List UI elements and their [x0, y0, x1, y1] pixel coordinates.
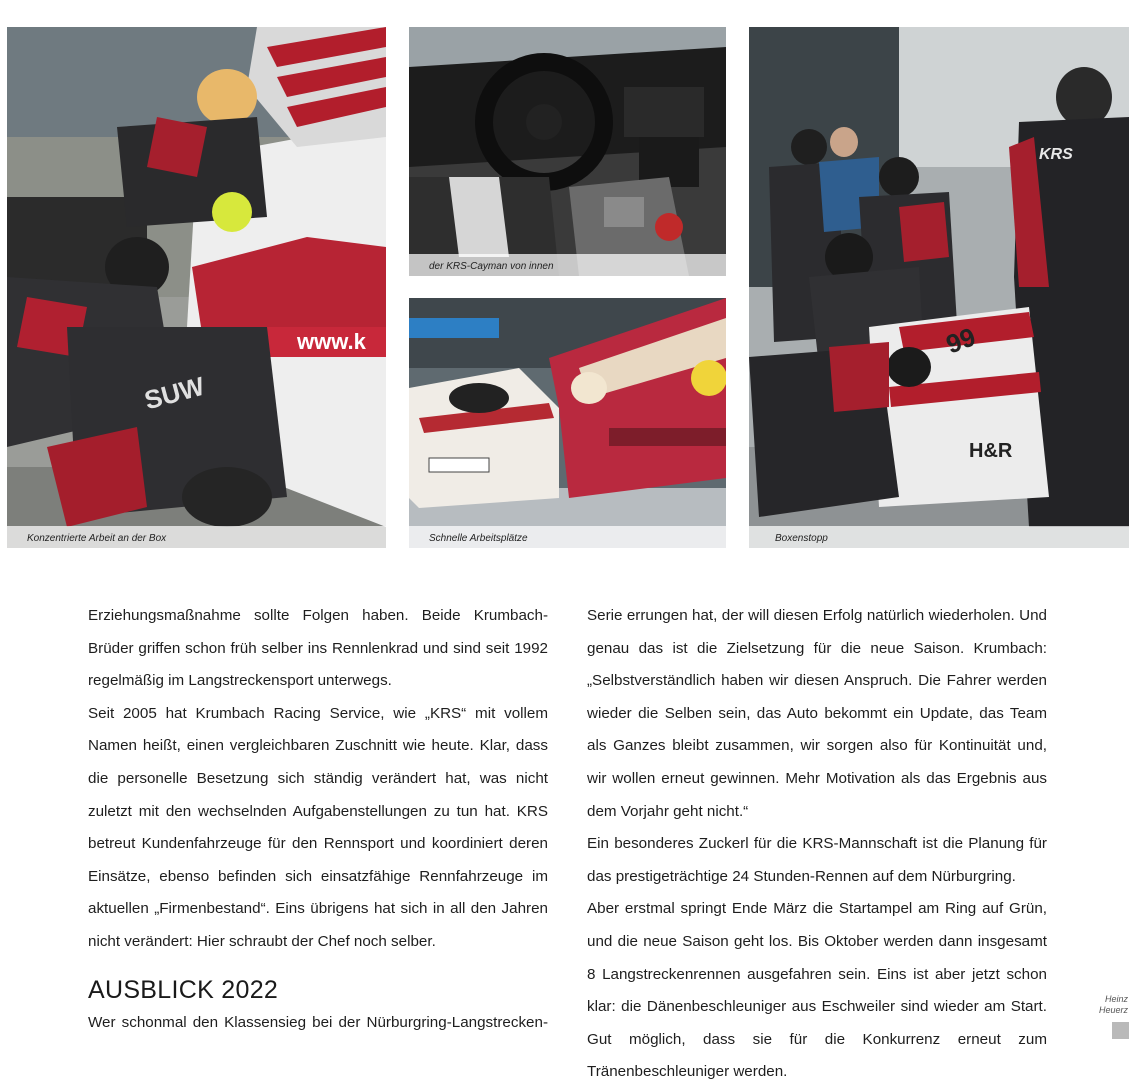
section-heading: AUSBLICK 2022	[88, 975, 279, 1004]
article-paragraph: Erziehungsmaßnahme sollte Folgen haben. Beide Krumbach-Brüder griffen schon früh selber ins Rennlenkrad und sind seit 1992 regelmäßig im Langstreckensport unterwegs.	[88, 607, 548, 690]
article-paragraph: Wer schonmal den Klassensieg bei der Nürburgring-Langstrecken-	[88, 1013, 548, 1031]
race-number: 99	[941, 321, 980, 360]
article-paragraph: Seit 2005 hat Krumbach Racing Service, wie „KRS“ mit vollem Namen heißt, einen vergleichbaren Zuschnitt wie heute. Klar, dass die personelle Besetzung sich ständig verändert hat, was nicht zuletzt mit den wechselnden Aufgabenstellungen zu tun hat. KRS betreut Kundenfahrzeuge für den Rennsport und koordiniert deren Einsätze, ebenso befinden sich einsatzfähige Rennfahrzeuge im aktuellen „Firmenbestand“. Eins übrigens hat sich in all den Jahren nicht verändert: Hier schraubt der Chef noch selber.	[88, 704, 548, 950]
article-paragraph: Serie errungen hat, der will diesen Erfolg natürlich wiederholen. Und genau das ist die Zielsetzung für die neue Saison. Krumbach: „Selbstverständlich haben wir diesen Anspruch. Die Fahrer werden wieder die Selben sein, das Auto bekommt ein Update, das Team als Ganzes bleibt zusammen, wir sorgen also für Kontinuität und, wir wollen erneut gewinnen. Mehr Motivation als das Ergebnis aus dem Vorjahr geht nicht.“	[587, 607, 1047, 820]
caption-workshop: Schnelle Arbeitsplätze	[429, 533, 528, 544]
caption-cayman-interior: der KRS-Cayman von innen	[429, 261, 554, 272]
caption-pit-stop: Boxenstopp	[775, 533, 828, 544]
photo-workshop	[409, 298, 726, 548]
photo-credit	[1090, 994, 1128, 1016]
credit-line: Heuerz	[1098, 1005, 1128, 1015]
caption-pit-work: Konzentrierte Arbeit an der Box	[27, 533, 167, 544]
article-column-left	[88, 600, 548, 1039]
credit-line: Heinz	[1104, 994, 1128, 1004]
door-text: www.k	[297, 329, 366, 354]
sponsor-text: H&R	[969, 440, 1013, 462]
photo-pit-work	[7, 27, 386, 548]
photo-pit-stop	[749, 27, 1129, 548]
article-paragraph: Aber erstmal springt Ende März die Startampel am Ring auf Grün, und die neue Saison geht los. Bis Oktober werden dann insgesamt 8 Langstreckenrennen ausgefahren sein. Eins ist aber jetzt schon klar: die Dänenbeschleuniger aus Eschweiler sind wieder am Start. Gut möglich, dass sie für die Konkurrenz erneut zum Tränenbeschleuniger werden.	[587, 900, 1047, 1081]
article-column-right	[587, 600, 1047, 1089]
photo-cayman-interior	[409, 27, 726, 276]
credit-marker	[1112, 1022, 1129, 1039]
article-paragraph: Ein besonderes Zuckerl für die KRS-Mannschaft ist die Planung für das prestigeträchtige 24 Stunden-Rennen auf dem Nürburgring.	[587, 835, 1047, 885]
crew-jacket-text: KRS	[1039, 146, 1073, 163]
jacket-text: SUW	[141, 370, 208, 416]
